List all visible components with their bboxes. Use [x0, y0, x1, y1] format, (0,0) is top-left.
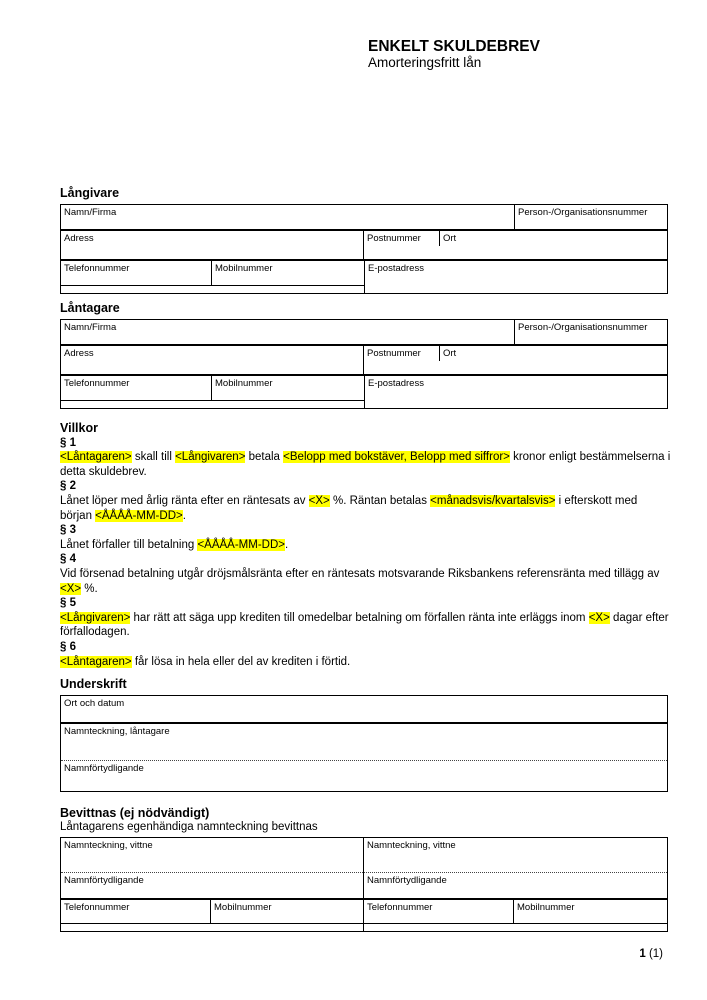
villkor-section-2	[60, 479, 672, 523]
document-subtitle: Amorteringsfritt lån	[368, 55, 482, 70]
section-underskrift	[60, 677, 668, 792]
field-adress: Adress	[61, 231, 364, 259]
field-adress: Adress	[61, 346, 364, 374]
field-mobilnummer: Mobilnummer	[212, 376, 364, 401]
field-ort-och-datum: Ort och datum	[61, 696, 667, 724]
langivare-table	[60, 204, 668, 294]
field-namnteckning-vittne: Namnteckning, vittne	[61, 838, 363, 873]
field-namnfortydligande: Namnförtydligande	[64, 763, 144, 774]
villkor-section-1	[60, 436, 672, 480]
field-mobilnummer: Mobilnummer	[514, 900, 667, 924]
table-row	[61, 346, 667, 376]
villkor-section-6	[60, 640, 672, 669]
field-person-organisationsnummer: Person-/Organisationsnummer	[518, 322, 648, 333]
field-postnummer: Postnummer	[364, 231, 440, 259]
paragraph-text: <Låntagaren> får lösa in hela eller del av krediten i förtid.	[60, 655, 351, 668]
field-telefonnummer: Telefonnummer	[61, 900, 211, 924]
villkor-section-3	[60, 523, 672, 552]
bevittnas-table	[60, 837, 668, 932]
paragraph-text: <Långivaren> har rätt att säga upp krediten till omedelbar betalning om förfallen ränta inte erläggs inom <X> dagar efter förfallodagen.	[60, 611, 669, 639]
table-row	[61, 376, 667, 408]
field-namnfortydligande: Namnförtydligande	[364, 873, 667, 900]
paragraph-label: § 6	[60, 640, 76, 653]
field-namnfortydligande: Namnförtydligande	[61, 873, 363, 900]
field-namn-firma: Namn/Firma	[61, 320, 515, 344]
paragraph-label: § 1	[60, 436, 76, 449]
field-telefonnummer: Telefonnummer	[364, 900, 514, 924]
bevittnas-subheading: Låntagarens egenhändiga namnteckning bevittnas	[60, 821, 318, 833]
field-namnteckning-lantagare: Namnteckning, låntagare	[61, 724, 667, 761]
table-row	[61, 320, 667, 346]
table-row	[364, 900, 667, 931]
document-title: ENKELT SKULDEBREV	[368, 38, 540, 55]
villkor-heading: Villkor	[60, 421, 98, 435]
section-villkor	[60, 421, 672, 669]
villkor-section-4	[60, 552, 672, 596]
witness-column-1	[61, 838, 364, 931]
field-ort: Ort	[443, 233, 457, 244]
bevittnas-heading: Bevittnas (ej nödvändigt)	[60, 806, 210, 820]
field-namnteckning-vittne: Namnteckning, vittne	[364, 838, 667, 873]
page-number-current: 1	[639, 948, 646, 960]
field-epostadress: E-postadress	[364, 261, 667, 293]
section-bevittnas	[60, 806, 668, 932]
paragraph-text: Vid försenad betalning utgår dröjsmålsränta efter en räntesats motsvarande Riksbankens referensränta med tillägg av <X> %.	[60, 567, 660, 595]
field-telefonnummer: Telefonnummer	[61, 376, 212, 401]
paragraph-text: Lånet löper med årlig ränta efter en räntesats av <X> %. Räntan betalas <månadsvis/kvartalsvis> i efterskott med början <ÅÅÅÅ-MM-DD>.	[60, 494, 638, 522]
field-epostadress: E-postadress	[364, 376, 667, 408]
field-ort: Ort	[443, 348, 457, 359]
page-number-total: (1)	[648, 948, 663, 960]
lantagare-heading: Låntagare	[60, 301, 120, 315]
field-postnummer: Postnummer	[364, 346, 440, 374]
paragraph-label: § 3	[60, 524, 76, 537]
paragraph-label: § 4	[60, 553, 76, 566]
field-telefonnummer: Telefonnummer	[61, 261, 212, 286]
langivare-heading: Långivare	[60, 186, 120, 200]
lantagare-table	[60, 319, 668, 409]
field-mobilnummer: Mobilnummer	[211, 900, 363, 924]
document-header	[368, 38, 540, 71]
underskrift-heading: Underskrift	[60, 677, 127, 691]
section-lantagare	[60, 301, 668, 409]
field-namn-firma: Namn/Firma	[61, 205, 515, 229]
paragraph-label: § 2	[60, 480, 76, 493]
section-langivare	[60, 186, 668, 294]
underskrift-table	[60, 695, 668, 792]
table-row	[61, 205, 667, 231]
field-person-organisationsnummer: Person-/Organisationsnummer	[518, 207, 648, 218]
villkor-section-5	[60, 596, 672, 640]
field-mobilnummer: Mobilnummer	[212, 261, 364, 286]
paragraph-text: <Låntagaren> skall till <Långivaren> betala <Belopp med bokstäver, Belopp med siffror> kronor enligt bestämmelserna i detta skuldebrev.	[60, 451, 671, 478]
paragraph-text: Lånet förfaller till betalning <ÅÅÅÅ-MM-DD>.	[60, 538, 289, 551]
witness-column-2	[364, 838, 667, 931]
paragraph-label: § 5	[60, 597, 76, 610]
table-row	[61, 900, 363, 931]
page-number	[639, 948, 663, 960]
table-row	[61, 261, 667, 293]
table-row	[61, 231, 667, 261]
